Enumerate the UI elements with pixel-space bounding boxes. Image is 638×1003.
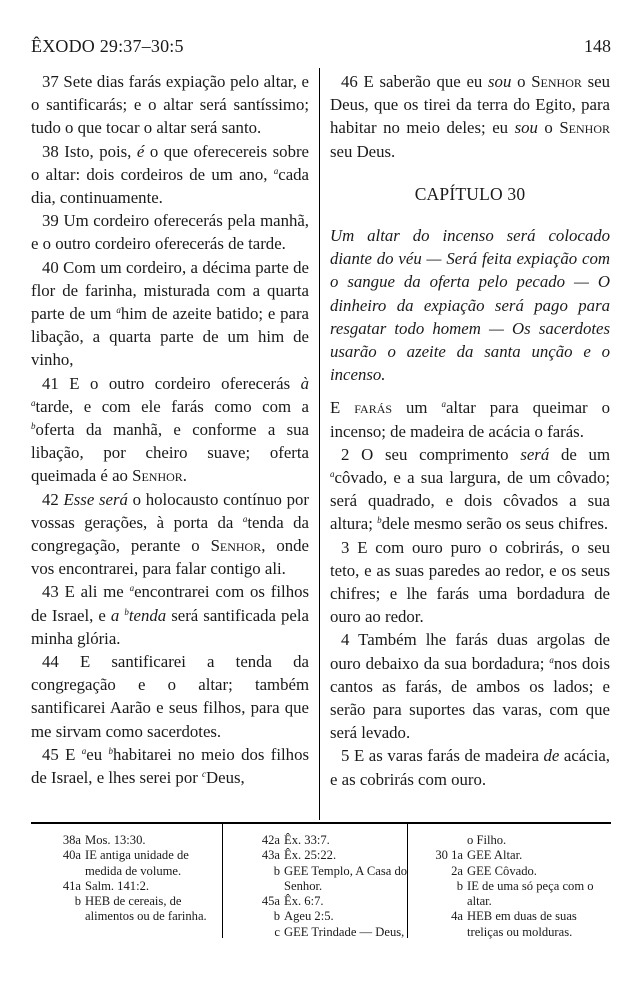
chapter-summary: Um altar do incenso será colocado diante do véu — Será feita expiação com o sangue da oferta pelo pecado — O dinheiro da expiação será pago para resgatar todo homem — Os sacerdotes usarão o azeite da santa unção e o incenso. xyxy=(330,226,610,385)
footnote xyxy=(413,848,611,863)
footnote-ref: b xyxy=(74,894,81,909)
page-number: 148 xyxy=(584,36,611,56)
footnote xyxy=(413,864,611,879)
verse-30-4: 4 Também lhe farás duas argolas de ouro debaixo da sua bordadura; $^a$nos dois cantos as farás, de ambos os lados; e serão para suportes das varas, com que será levado. xyxy=(330,630,611,743)
footnote-text: GEE Côvado. xyxy=(467,863,537,878)
footnotes-column-2 xyxy=(230,833,408,940)
footnote xyxy=(230,894,408,909)
verse-30-1: E farás um $^a$altar para queimar o incenso; de madeira de acácia o farás. xyxy=(330,398,610,441)
footnote-text: Salm. 141:2. xyxy=(85,878,150,893)
chapter-heading: CAPÍTULO 30 xyxy=(414,183,526,204)
verse-38: 38 Isto, pois, é o que oferecereis sobre o altar: dois cordeiros de um ano, $^a$cada dia, continuamente. xyxy=(31,141,309,208)
footnote-ref: 41a xyxy=(62,878,81,893)
footnote-ref: 43a xyxy=(261,848,280,863)
footnote-text: o Filho. xyxy=(467,833,507,847)
footnote-text: GEE Trindade — Deus, xyxy=(284,924,405,939)
footnote-text: Ageu 2:5. xyxy=(284,909,334,924)
footnote-ref: b xyxy=(273,863,280,878)
footnote xyxy=(230,848,408,863)
footnote-text: IE antiga unidade de medida de volume. xyxy=(85,848,189,878)
footnote xyxy=(31,894,221,925)
footnote xyxy=(230,909,408,924)
footnote-ref: 38a xyxy=(62,833,81,847)
footnote-ref: 42a xyxy=(261,833,280,847)
footnotes-column-1 xyxy=(31,833,221,925)
footnote xyxy=(413,909,611,940)
footnote-text: Êx. 33:7. xyxy=(284,833,330,847)
page-title: ÊXODO 29:37–30:5 xyxy=(31,36,184,56)
footnote xyxy=(413,833,611,848)
footnote xyxy=(31,879,221,894)
verse-30-3: 3 E com ouro puro o cobrirás, o seu teto, e as suas paredes ao redor, e os seus chifres; e lhe farás uma bordadura de ouro ao redor. xyxy=(330,537,610,627)
footnote-text: GEE Altar. xyxy=(467,848,523,863)
footnote-divider xyxy=(222,824,223,938)
footnote-text: HEB em duas de suas treliças ou molduras. xyxy=(467,909,577,939)
verse-43: 43 E ali me $^a$encontrarei com os filhos de Israel, e a $^b$tenda será santificada pela minha glória. xyxy=(31,582,310,648)
footnote-ref: c xyxy=(274,924,280,939)
footnote xyxy=(230,925,408,940)
verse-40: 40 Com um cordeiro, a décima parte de flor de farinha, misturada com a quarta parte de um $^a$him de azeite batido; e para libação, a quarta parte de um him de vinho, xyxy=(31,257,309,370)
footnote xyxy=(31,848,221,879)
footnote xyxy=(31,833,221,848)
footnote-ref: 30 1a xyxy=(435,848,463,863)
footnote-text: Mos. 13:30. xyxy=(85,833,146,847)
footnote-ref: 4a xyxy=(451,909,463,924)
left-column xyxy=(31,70,309,789)
verse-37: 37 Sete dias farás expiação pelo altar, e o santificarás; e o altar será santíssimo; tudo o que tocar o altar será santo. xyxy=(31,72,309,138)
verse-30-5: 5 E as varas farás de madeira de acácia, e as cobrirás com ouro. xyxy=(330,746,610,789)
footnote xyxy=(230,864,408,895)
footnote xyxy=(230,833,408,848)
footnotes-column-3 xyxy=(413,833,611,940)
column-divider xyxy=(319,68,320,820)
footnote-text: HEB de cereais, de alimentos ou de farinha. xyxy=(85,894,207,924)
verse-46: 46 E saberão que eu sou o Senhor seu Deus, que os tirei da terra do Egito, para habitar no meio deles; eu sou o Senhor seu Deus. xyxy=(330,72,610,161)
running-header xyxy=(31,36,611,62)
footnote-ref: 40a xyxy=(62,848,81,863)
footnote-text: GEE Templo, A Casa do Senhor. xyxy=(284,863,408,893)
footnote-rule xyxy=(31,822,611,824)
verse-45: 45 E $^a$eu $^b$habitarei no meio dos filhos de Israel, e lhes serei por $^c$Deus, xyxy=(31,744,309,788)
footnote-ref: 2a xyxy=(451,863,463,878)
footnote-ref: 45a xyxy=(261,894,280,909)
footnote xyxy=(413,879,611,910)
verse-42: 42 Esse será o holocausto contínuo por vossas gerações, à porta da $^a$tenda da congregação, perante o Senhor, onde vos encontrarei, para falar contigo ali. xyxy=(31,489,309,579)
footnote-text: Êx. 25:22. xyxy=(284,848,337,863)
footnote-text: IE de uma só peça com o altar. xyxy=(467,878,594,909)
footnote-text: Êx. 6:7. xyxy=(284,894,324,909)
right-column xyxy=(330,70,610,791)
verse-41: 41 E o outro cordeiro oferecerás à $^a$tarde, e com ele farás como com a $^b$oferta da manhã, e conforme a sua libação, por cheiro suave; oferta queimada é ao Senhor. xyxy=(31,373,309,486)
verse-44: 44 E santificarei a tenda da congregação e o altar; também santificarei Aarão e seus filhos, para que me sirvam como sacerdotes. xyxy=(31,652,309,741)
verse-30-2: 2 O seu comprimento será de um $^a$côvado, e a sua largura, de um côvado; será quadrado, e dois côvados a sua altura; $^b$dele mesmo serão os seus chifres. xyxy=(330,444,610,534)
footnote-ref: b xyxy=(273,909,280,924)
footnote-ref: b xyxy=(456,878,463,893)
verse-39: 39 Um cordeiro oferecerás pela manhã, e o outro cordeiro oferecerás de tarde. xyxy=(31,211,309,254)
